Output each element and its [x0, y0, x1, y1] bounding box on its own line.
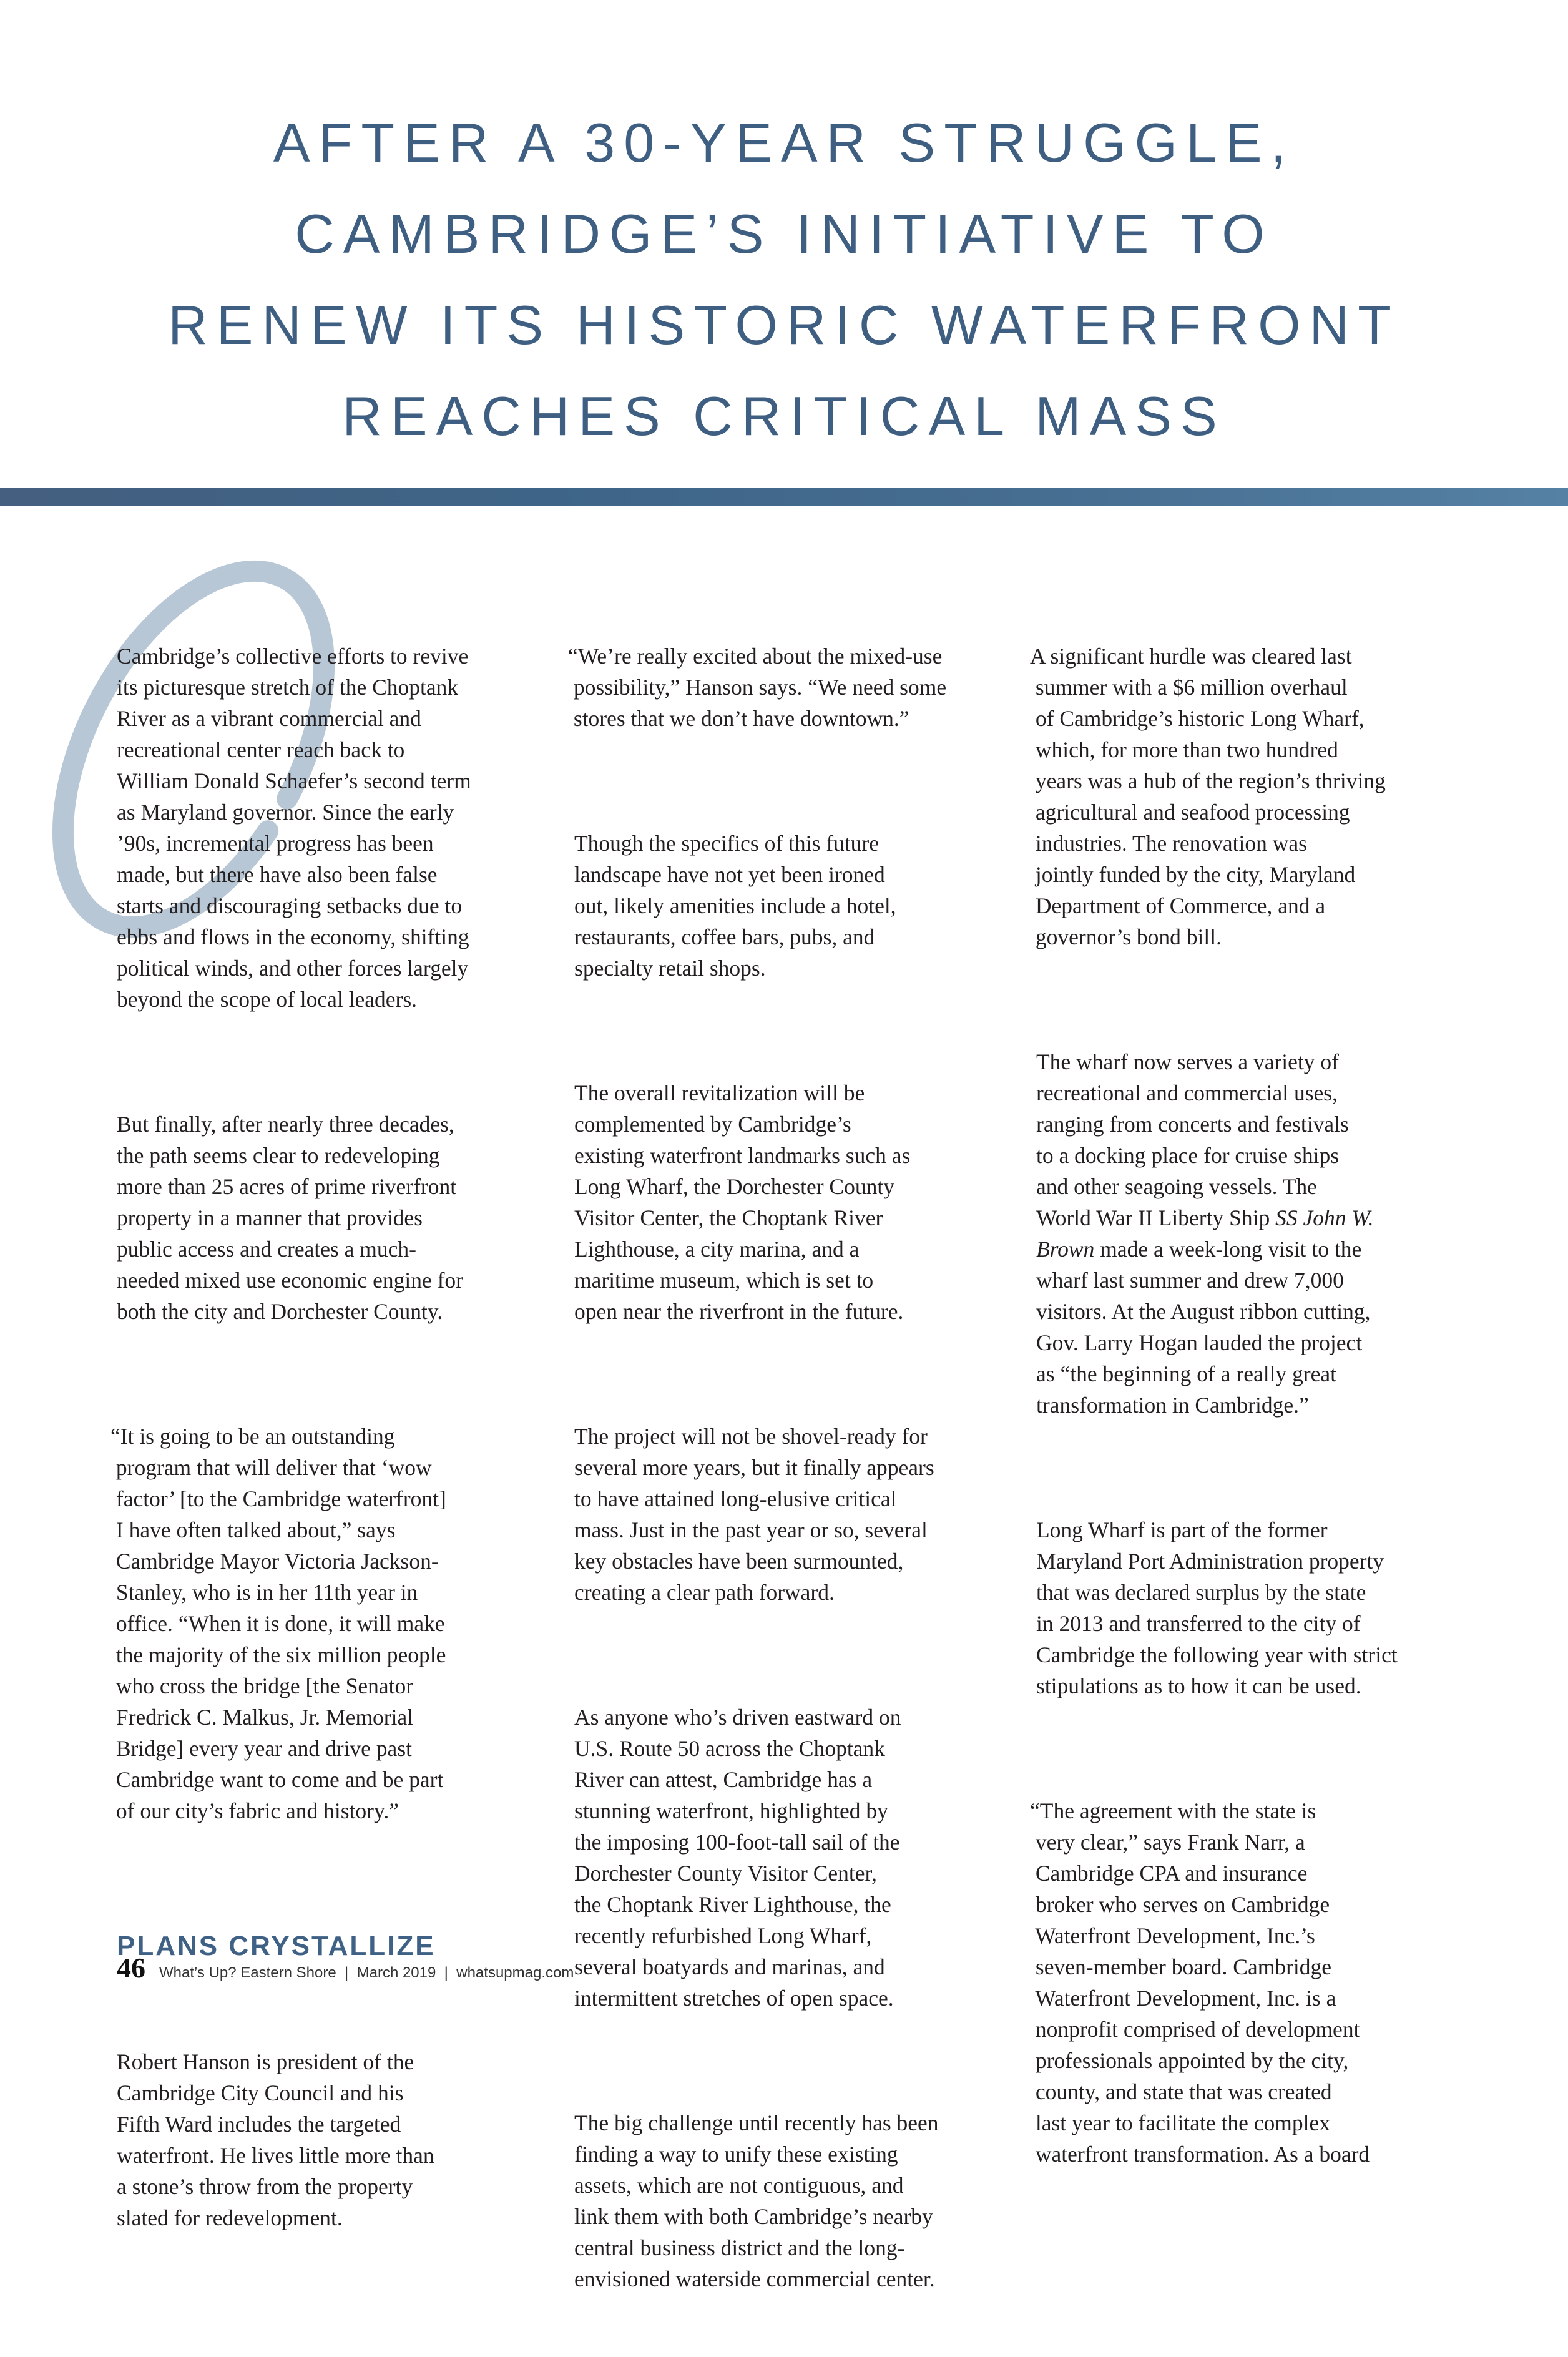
ship-name: SS John W.	[1275, 1205, 1374, 1230]
paragraph: Though the specifics of this future landscape have not yet been ironed out, likely amenities include a hotel, restaurants, coffee bars, pubs, and specialty retail shops.	[574, 831, 896, 981]
paragraph: The big challenge until recently has been finding a way to unify these existing assets, which are not contiguous, and link them with both Cambridge’s nearby central business district and the long- envisioned waterside commercial center.	[574, 2110, 939, 2291]
paragraph: Cambridge’s collective efforts to revive its picturesque stretch of the Choptank River as a vibrant commercial and recreational center reach back to William Donald Schaefer’s second term as Maryland governor. Since the early ’90s, incremental progress has been made, but there have also been false starts and discouraging setbacks due to ebbs and flows in the economy, shifting political winds, and other forces largely beyond the scope of local leaders.	[117, 644, 471, 1012]
paragraph: As anyone who’s driven eastward on U.S. Route 50 across the Choptank River can attest, Cambridge has a stunning waterfront, highlighted by the imposing 100-foot-tall sail of the Dorchester County Visitor Center, the Choptank River Lighthouse, the recently refurbished Long Wharf, several boatyards and marinas, and intermittent stretches of open space.	[574, 1705, 901, 2011]
paragraph: The project will not be shovel-ready for several more years, but it finally appears to have attained long-elusive critical mass. Just in the past year or so, several key obstacles have been surmounted, creating a clear path forward.	[574, 1424, 934, 1605]
paragraph: A significant hurdle was cleared last summer with a $6 million overhaul of Cambridge’s historic Long Wharf, which, for more than two hundred years was a hub of the region’s thriving agricultural and seafood processing industries. The renovation was jointly funded by the city, Maryland Department of Commerce, and a governor’s bond bill.	[1030, 644, 1386, 949]
quote-paragraph: “The agreement with the state is very clear,” says Frank Narr, a Cambridge CPA and insurance broker who serves on Cambridge Waterfront Development, Inc.’s seven-member board. Cambridge Waterfront Development, Inc. is a nonprofit comprised of development professionals appointed by the city, county, and state that was created last year to facilitate the complex waterfront transformation. As a board	[1030, 1798, 1370, 2167]
headline-line: CAMBRIDGE’S INITIATIVE TO	[295, 203, 1273, 265]
subheading: PLANS CRYSTALLIZE	[117, 1931, 436, 1961]
headline-line: AFTER A 30-YEAR STRUGGLE,	[273, 112, 1295, 174]
column-3	[1030, 578, 1398, 2232]
paragraph: But finally, after nearly three decades, the path seems clear to redeveloping more than 25 acres of prime riverfront property in a manner that provides public access and creates a much- needed mixed use economic engine for both the city and Dorchester County.	[117, 1112, 463, 1324]
paragraph: The overall revitalization will be complemented by Cambridge’s existing waterfront landmarks such as Long Wharf, the Dorchester County Visitor Center, the Choptank River Lighthouse, a city marina, and a maritime museum, which is set to open near the riverfront in the future.	[574, 1080, 911, 1324]
page-number: 46	[117, 1952, 145, 1984]
paragraph: Robert Hanson is president of the Cambridge City Council and his Fifth Ward includes the targeted waterfront. He lives little more than a stone’s throw from the property slated for redevelopment.	[117, 2049, 434, 2230]
text: The wharf now serves a variety of recreational and commercial uses, ranging from concerts and festivals to a docking place for cruise ships and other seagoing vessels. The World War II Liberty Ship	[1036, 1049, 1349, 1230]
ship-name: Brown	[1036, 1237, 1095, 1262]
headline-line: REACHES CRITICAL MASS	[342, 385, 1226, 447]
quote-paragraph: “It is going to be an outstanding program that will deliver that ‘wow factor’ [to the Cambridge waterfront] I have often talked about,” says Cambridge Mayor Victoria Jackson- Stanley, who is in her 11th year in office. “When it is done, it will make the majority of the six million people who cross the bridge [the Senator Fredrick C. Malkus, Jr. Memorial Bridge] every year and drive past Cambridge want to come and be part of our city’s fabric and history.”	[110, 1424, 446, 1823]
column-2	[568, 578, 947, 2357]
headline	[0, 97, 1568, 462]
divider-bar	[0, 488, 1568, 506]
footer-credit: What’s Up? Eastern Shore | March 2019 | whatsupmag.com	[159, 1964, 574, 1981]
text: made a week-long visit to the wharf last summer and drew 7,000 visitors. At the August ribbon cutting, Gov. Larry Hogan lauded the project as “the beginning of a really great transformation in Cambridge.”	[1036, 1237, 1371, 1418]
paragraph	[1036, 1046, 1398, 1421]
column-1	[110, 578, 471, 2296]
headline-line: RENEW ITS HISTORIC WATERFRONT	[168, 294, 1400, 356]
quote-paragraph: “We’re really excited about the mixed-use possibility,” Hanson says. “We need some stores that we don’t have downtown.”	[568, 644, 947, 731]
paragraph: Long Wharf is part of the former Maryland Port Administration property that was declared surplus by the state in 2013 and transferred to the city of Cambridge the following year with strict stipulations as to how it can be used.	[1036, 1517, 1398, 1698]
